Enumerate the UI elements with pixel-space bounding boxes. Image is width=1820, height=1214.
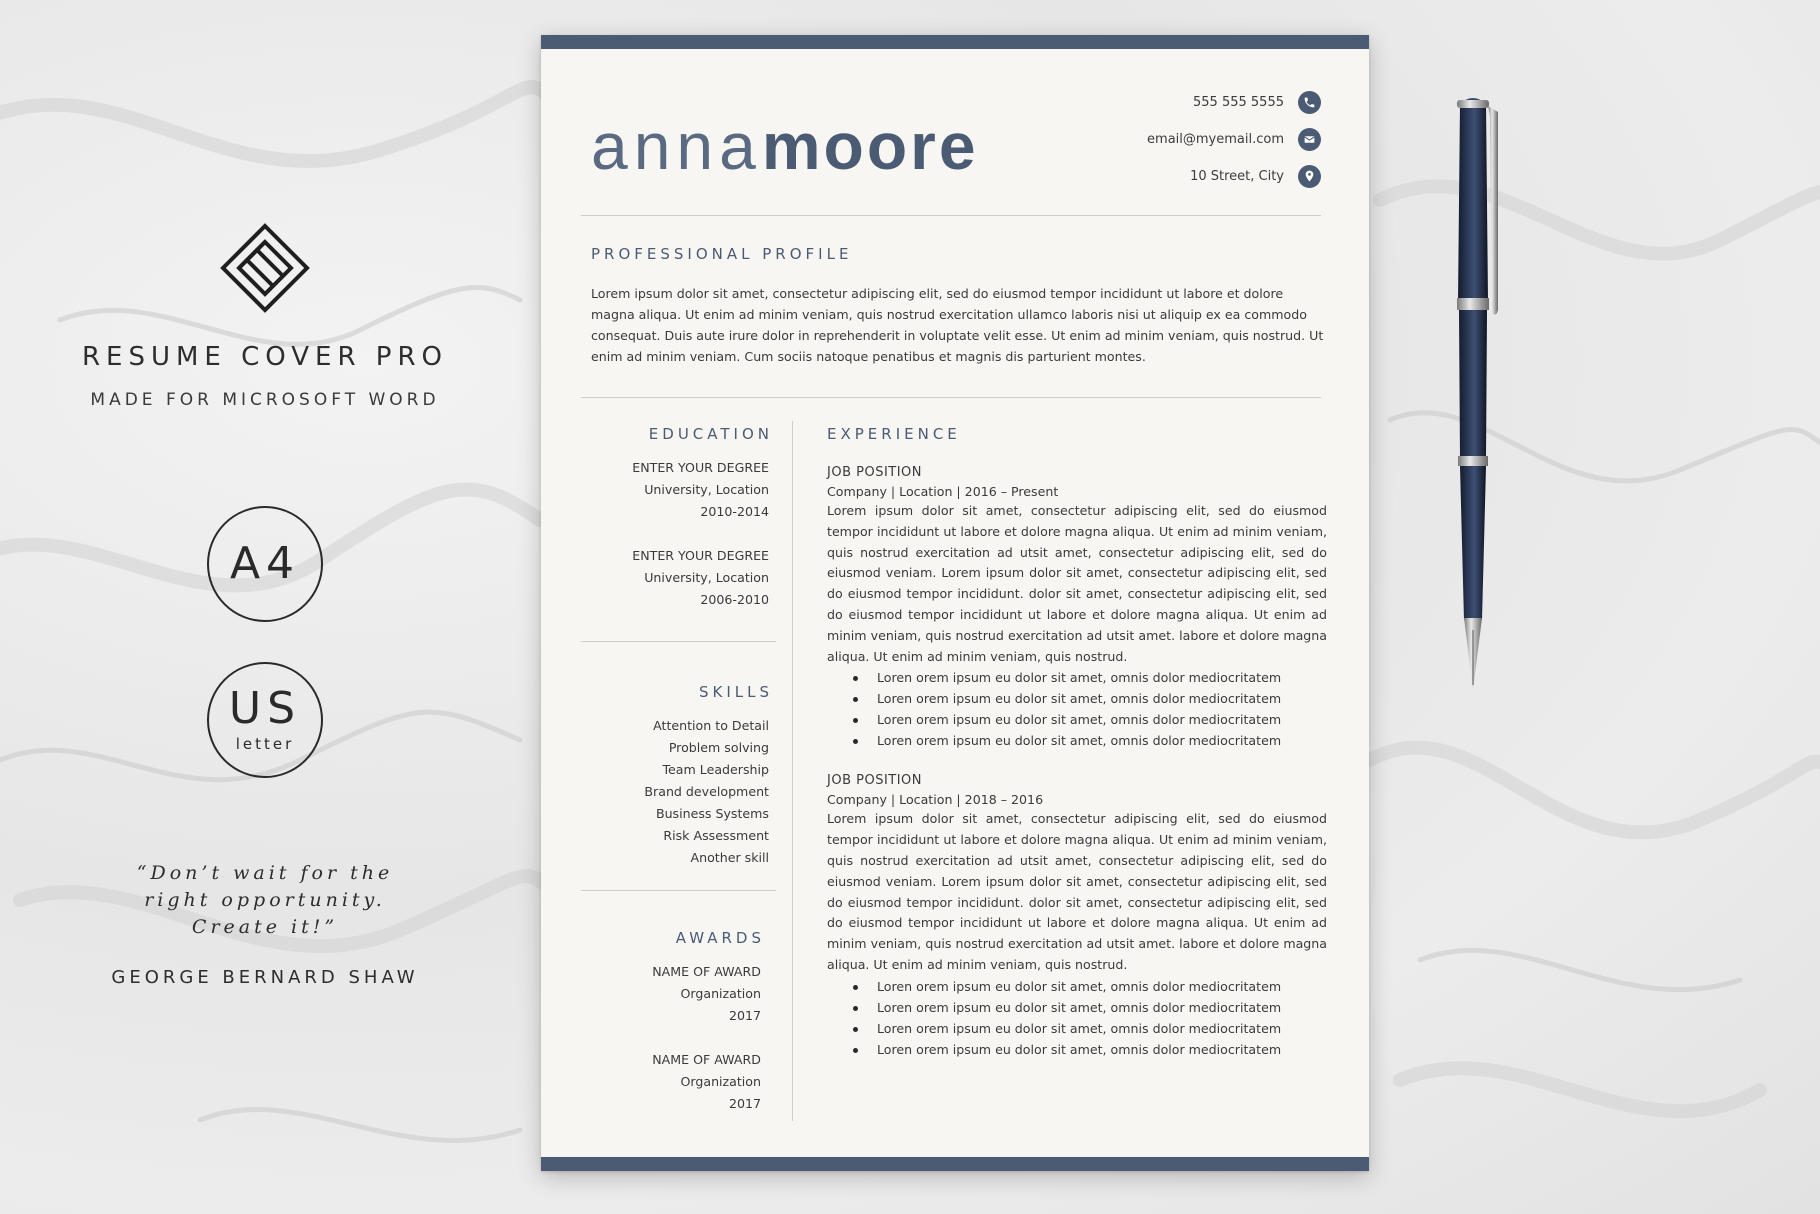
skill-item: Team Leadership: [662, 762, 769, 777]
skill-item: Problem solving: [668, 740, 769, 755]
job-bullet: Loren orem ipsum eu dolor sit amet, omnis dolor mediocritatem: [877, 667, 1327, 688]
skills-divider: [581, 890, 776, 891]
skill-item: Attention to Detail: [653, 718, 769, 733]
job-bullet: Loren orem ipsum eu dolor sit amet, omnis dolor mediocritatem: [877, 997, 1327, 1018]
email-text: email@myemail.com: [1147, 131, 1284, 147]
last-name: moore: [761, 109, 979, 183]
quote: [60, 860, 470, 941]
job-meta: Company | Location | 2018 – 2016: [827, 792, 1044, 808]
experience-column: [827, 425, 1327, 1060]
left-column: [591, 425, 773, 1115]
skill-item: Business Systems: [655, 806, 769, 821]
job-meta: Company | Location | 2016 – Present: [827, 484, 1059, 499]
job-description: Lorem ipsum dolor sit amet, consectetur adipiscing elit, sed do eiusmod tempor incididunt ut labore et dolore magna aliqua. Ut enim ad minim veniam, quis nostrud exercitation ad utsit amet, consectetur adipiscing elit, sed do eiusmod veniam. Lorem ipsum dolor sit amet, consectetur adipiscing elit, sed do eiusmod tempor incididunt. dolor sit amet, consectetur adipiscing elit, sed do eiusmod tempor incididunt ut labore et dolore magna aliqua. Ut enim ad minim veniam, quis nostrud exercitation ad utsit amet. labore et dolore magna aliqua. Ut enim ad minim veniam, quis nostrud.: [827, 811, 1327, 972]
job-bullet: Loren orem ipsum eu dolor sit amet, omnis dolor mediocritatem: [877, 688, 1327, 709]
profile-text: Lorem ipsum dolor sit amet, consectetur adipiscing elit, sed do eiusmod tempor incididunt ut labore et dolore magna aliqua. Ut enim ad minim veniam, quis nostrud exercitation ullamco laboris nisi ut aliquip ex ea commodo consequat. Duis aute irure dolor in reprehenderit in voluptate velit esse. Ut enim ad minim veniam, quis nostrud. Ut enim ad minim veniam. Cum sociis natoque penatibus et magnis dis parturient montes.: [591, 286, 1324, 364]
job-bullet: Loren orem ipsum eu dolor sit amet, omnis dolor mediocritatem: [877, 709, 1327, 730]
header-accent-bar: [541, 35, 1369, 49]
a4-badge-label: A4: [229, 538, 301, 589]
job-bullets: [827, 976, 1327, 1060]
job-entry: [827, 465, 1327, 751]
address-text: 10 Street, City: [1190, 168, 1284, 184]
skill-item: Brand development: [644, 784, 769, 799]
resume-name: [591, 109, 979, 183]
award-name: NAME OF AWARD: [652, 964, 761, 979]
phone-icon: [1298, 91, 1321, 114]
footer-accent-bar: [541, 1157, 1369, 1171]
fountain-pen-icon: [1440, 90, 1510, 700]
promo-panel: [60, 220, 470, 988]
job-title: JOB POSITION: [827, 773, 923, 789]
skill-item: Another skill: [690, 850, 769, 865]
years: 2010-2014: [700, 504, 769, 519]
job-title: JOB POSITION: [827, 465, 923, 480]
award-year: 2017: [728, 1008, 761, 1023]
product-title: RESUME COVER PRO: [81, 342, 449, 372]
degree: ENTER YOUR DEGREE: [632, 548, 769, 563]
profile-divider: [581, 397, 1321, 398]
job-bullets: [827, 667, 1327, 751]
skills-heading: SKILLS: [698, 683, 773, 701]
school: University, Location: [644, 570, 769, 585]
education-heading: EDUCATION: [648, 425, 773, 443]
education-entry: [591, 545, 769, 611]
contact-phone: [1147, 90, 1321, 114]
job-bullet: Loren orem ipsum eu dolor sit amet, omnis dolor mediocritatem: [877, 976, 1327, 997]
contact-address: [1147, 164, 1321, 188]
first-name: anna: [591, 109, 762, 183]
years: 2006-2010: [700, 592, 769, 607]
quote-author: GEORGE BERNARD SHAW: [111, 967, 419, 988]
skills-list: [591, 715, 769, 869]
us-badge-label: US: [228, 683, 302, 734]
award-org: Organization: [680, 1074, 761, 1089]
column-divider: [792, 421, 793, 1121]
header-divider: [581, 215, 1321, 216]
quote-line-2: right opportunity.: [144, 889, 386, 911]
job-description: Lorem ipsum dolor sit amet, consectetur adipiscing elit, sed do eiusmod tempor incididunt ut labore et dolore magna aliqua. Ut enim ad minim veniam, quis nostrud exercitation ad utsit amet, consectetur adipiscing elit, sed do eiusmod veniam. Lorem ipsum dolor sit amet, consectetur adipiscing elit, sed do eiusmod tempor incididunt. dolor sit amet, consectetur adipiscing elit, sed do eiusmod tempor incididunt ut labore et dolore magna aliqua. Ut enim ad minim veniam, quis nostrud exercitation ad utsit amet. labore et dolore magna aliqua. Ut enim ad minim veniam, quis nostrud.: [827, 503, 1327, 664]
geometric-diamond-logo-icon: [217, 220, 313, 316]
job-entry: [827, 773, 1327, 1059]
us-badge-sublabel: letter: [235, 735, 295, 753]
award-name: NAME OF AWARD: [652, 1052, 761, 1067]
job-bullet: Loren orem ipsum eu dolor sit amet, omnis dolor mediocritatem: [877, 730, 1327, 751]
resume-page: [541, 35, 1369, 1171]
product-subtitle: MADE FOR MICROSOFT WORD: [90, 390, 440, 410]
award-org: Organization: [680, 986, 761, 1001]
skill-item: Risk Assessment: [663, 828, 769, 843]
quote-line-3: Create it!”: [191, 916, 339, 938]
mail-icon: [1298, 128, 1321, 151]
school: University, Location: [644, 482, 769, 497]
a4-badge: [207, 506, 323, 622]
job-bullet: Loren orem ipsum eu dolor sit amet, omnis dolor mediocritatem: [877, 1018, 1327, 1039]
contact-email: [1147, 127, 1321, 151]
profile-heading: PROFESSIONAL PROFILE: [591, 245, 853, 263]
education-entry: [591, 457, 769, 523]
award-entry: [591, 1049, 761, 1115]
degree: ENTER YOUR DEGREE: [632, 460, 769, 475]
quote-line-1: “Don’t wait for the: [136, 862, 394, 884]
us-letter-badge: [207, 662, 323, 778]
job-bullet: Loren orem ipsum eu dolor sit amet, omnis dolor mediocritatem: [877, 1039, 1327, 1060]
location-icon: [1298, 165, 1321, 188]
phone-text: 555 555 5555: [1193, 94, 1284, 110]
education-divider: [581, 641, 776, 642]
experience-heading: EXPERIENCE: [827, 425, 961, 443]
awards-heading: AWARDS: [675, 929, 765, 947]
contact-block: [1147, 90, 1321, 201]
award-year: 2017: [728, 1096, 761, 1111]
award-entry: [591, 961, 761, 1027]
